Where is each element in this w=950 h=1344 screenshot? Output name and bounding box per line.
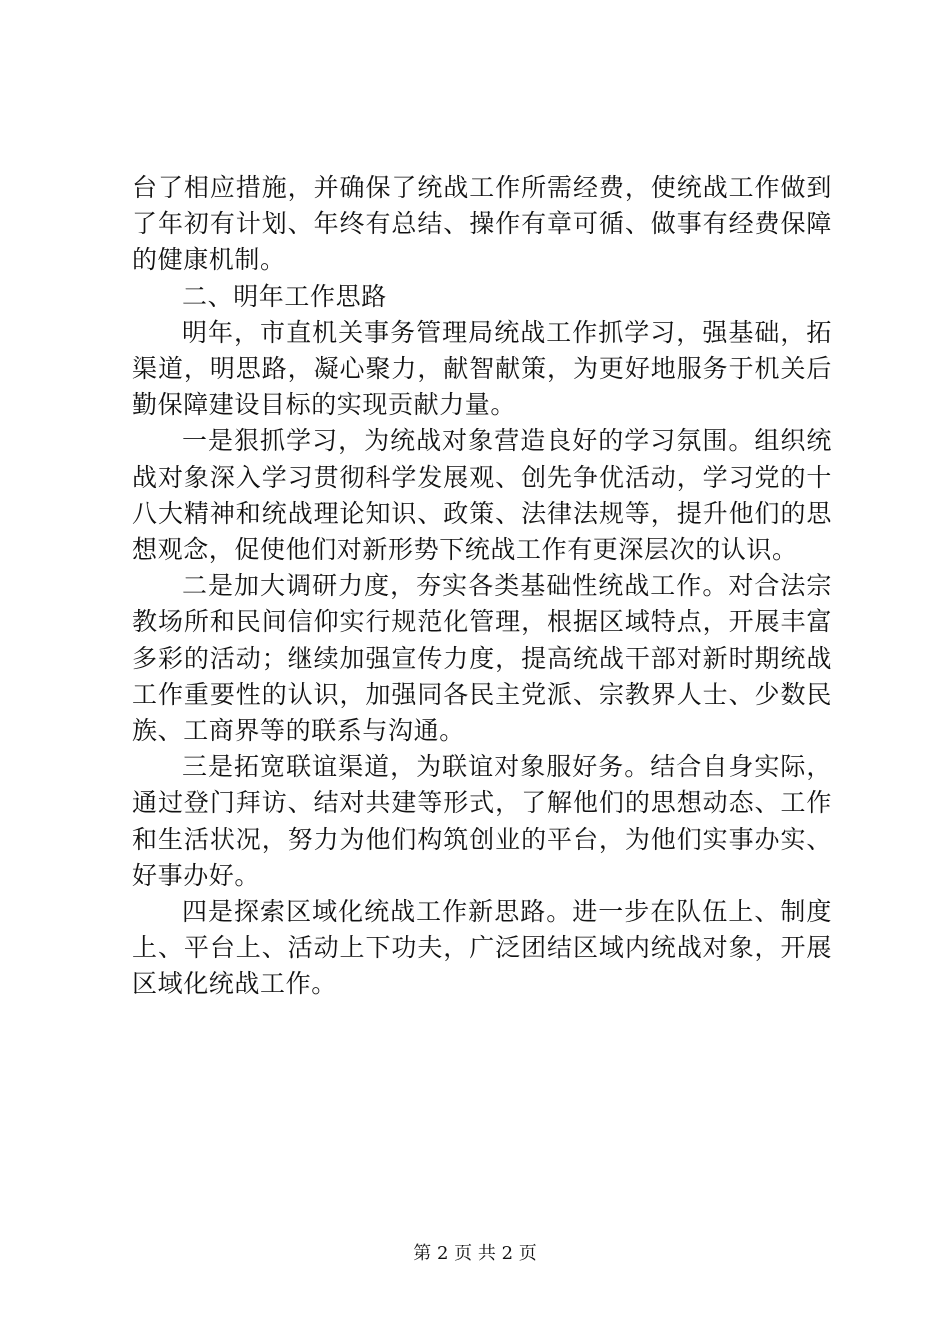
page-footer: 第 2 页 共 2 页: [413, 1243, 537, 1264]
paragraph-item-4: 四是探索区域化统战工作新思路。进一步在队伍上、制度上、平台上、活动上下功夫，广泛团结区域内统战对象，开展区域化统战工作。: [132, 897, 832, 999]
paragraph-intro: 明年，市直机关事务管理局统战工作抓学习，强基础，拓渠道，明思路，凝心聚力，献智献策，为更好地服务于机关后勤保障建设目标的实现贡献力量。: [132, 317, 832, 420]
paragraph-item-3: 三是拓宽联谊渠道，为联谊对象服好务。结合自身实际，通过登门拜访、结对共建等形式，了解他们的思想动态、工作和生活状况，努力为他们构筑创业的平台，为他们实事办实、好事办好。: [132, 752, 832, 890]
section-heading: 二、明年工作思路: [182, 281, 387, 311]
paragraph-item-2: 二是加大调研力度，夯实各类基础性统战工作。对合法宗教场所和民间信仰实行规范化管理，根据区域特点，开展丰富多彩的活动；继续加强宣传力度，提高统战干部对新时期统战工作重要性的认识，加强同各民主党派、宗教界人士、少数民族、工商界等的联系与沟通。: [132, 571, 832, 746]
paragraph-item-1: 一是狠抓学习，为统战对象营造良好的学习氛围。组织统战对象深入学习贯彻科学发展观、创先争优活动，学习党的十八大精神和统战理论知识、政策、法律法规等，提升他们的思想观念，促使他们对新形势下统战工作有更深层次的认识。: [132, 426, 832, 565]
document-body: [132, 170, 832, 1003]
paragraph-continuation: 台了相应措施，并确保了统战工作所需经费，使统战工作做到了年初有计划、年终有总结、操作有章可循、做事有经费保障的健康机制。: [132, 173, 832, 275]
